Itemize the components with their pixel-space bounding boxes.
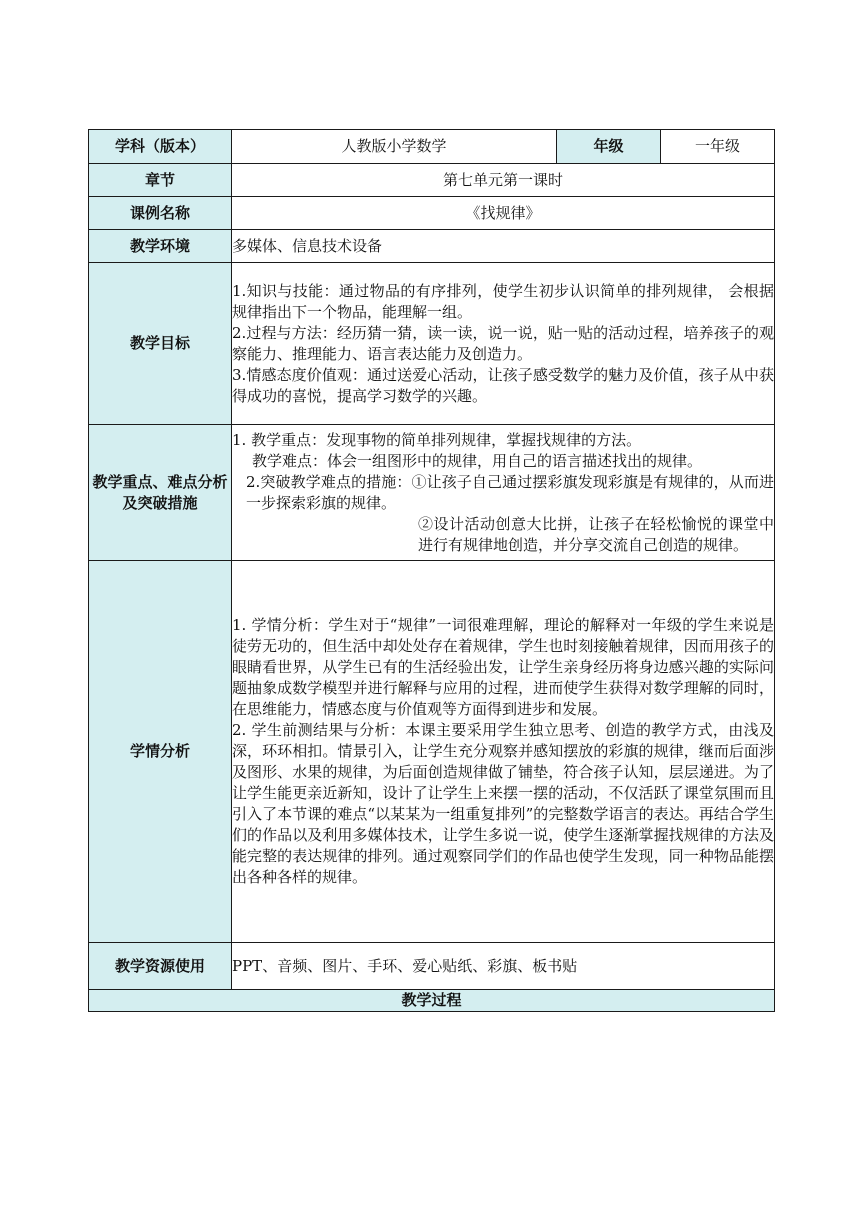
lesson-label: 课例名称 [89,197,232,230]
analysis-label: 学情分析 [89,561,232,943]
analysis-item-2: 2. 学生前测结果与分析：本课主要采用学生独立思考、创造的教学方式，由浅及深，环环相扣。情景引入，让学生充分观察并感知摆放的彩旗的规律，继而后面涉及图形、水果的规律，为后面创造规律做了铺垫，符合孩子认知，层层递进。为了让学生能更亲近新知，设计了让学生上来摆一摆的活动，不仅活跃了课堂氛围而且引入了本节课的难点“以某某为一组重复排列”的完整数学语言的表达。再结合学生们的作品以及利用多媒体技术，让学生多说一说，使学生逐渐掌握找规律的方法及能完整的表达规律的排列。通过观察同学们的作品也使学生发现，同一种物品能摆出各种各样的规律。 [232,721,774,886]
grade-label: 年级 [557,130,661,164]
keypoint-measure-2: ②设计活动创意大比拼，让孩子在轻松愉悦的课堂中进行有规律地创造，并分享交流自己创造的规律。 [418,514,774,554]
goal-item-2: 2.过程与方法：经历猜一猜，读一读，说一说，贴一贴的活动过程，培养孩子的观察能力、推理能力、语言表达能力及创造力。 [232,323,774,363]
goal-item-1: 1.知识与技能：通过物品的有序排列，使学生初步认识简单的排列规律， 会根据规律指出下一个物品，能理解一组。 [232,281,774,321]
lesson-value: 《找规律》 [232,197,775,230]
subject-label: 学科（版本） [89,130,232,164]
subject-row [89,130,775,164]
keypoints-content [232,425,775,561]
resources-label: 教学资源使用 [89,943,232,990]
process-row [89,990,775,1012]
goals-label: 教学目标 [89,263,232,425]
keypoints-row [89,425,775,561]
subject-value: 人教版小学数学 [232,130,557,164]
keypoint-difficulty: 教学难点：体会一组图形中的规律，用自己的语言描述找出的规律。 [252,451,703,470]
analysis-item-1: 1. 学情分析：学生对于“规律”一词很难理解，理论的解释对一年级的学生来说是徒劳无功的，但生活中却处处存在着规律，学生也时刻接触着规律，因而用孩子的眼睛看世界，从学生已有的生活经验出发，让学生亲身经历将身边感兴趣的实际问题抽象成数学模型并进行解释与应用的过程，进而使学生获得对数学理解的同时，在思维能力，情感态度与价值观等方面得到进步和发展。 [232,616,774,718]
analysis-row [89,561,775,943]
environment-row [89,230,775,263]
resources-value: PPT、音频、图片、手环、爱心贴纸、彩旗、板书贴 [232,943,775,990]
lesson-plan-table [88,129,775,1012]
keypoint-focus: 1. 教学重点：发现事物的简单排列规律，掌握找规律的方法。 [232,430,642,449]
lesson-row [89,197,775,230]
goals-content [232,263,775,425]
environment-label: 教学环境 [89,230,232,263]
keypoint-measure-1: 2.突破教学难点的措施：①让孩子自己通过摆彩旗发现彩旗是有规律的，从而进一步探索彩旗的规律。 [246,472,774,512]
chapter-label: 章节 [89,164,232,197]
resources-row [89,943,775,990]
goals-row [89,263,775,425]
goal-item-3: 3.情感态度价值观：通过送爱心活动，让孩子感受数学的魅力及价值，孩子从中获得成功的喜悦，提高学习数学的兴趣。 [232,365,774,405]
chapter-value: 第七单元第一课时 [232,164,775,197]
process-heading: 教学过程 [89,990,775,1012]
keypoints-label: 教学重点、难点分析及突破措施 [89,425,232,561]
grade-value: 一年级 [661,130,775,164]
analysis-content [232,561,775,943]
chapter-row [89,164,775,197]
environment-value: 多媒体、信息技术设备 [232,230,775,263]
